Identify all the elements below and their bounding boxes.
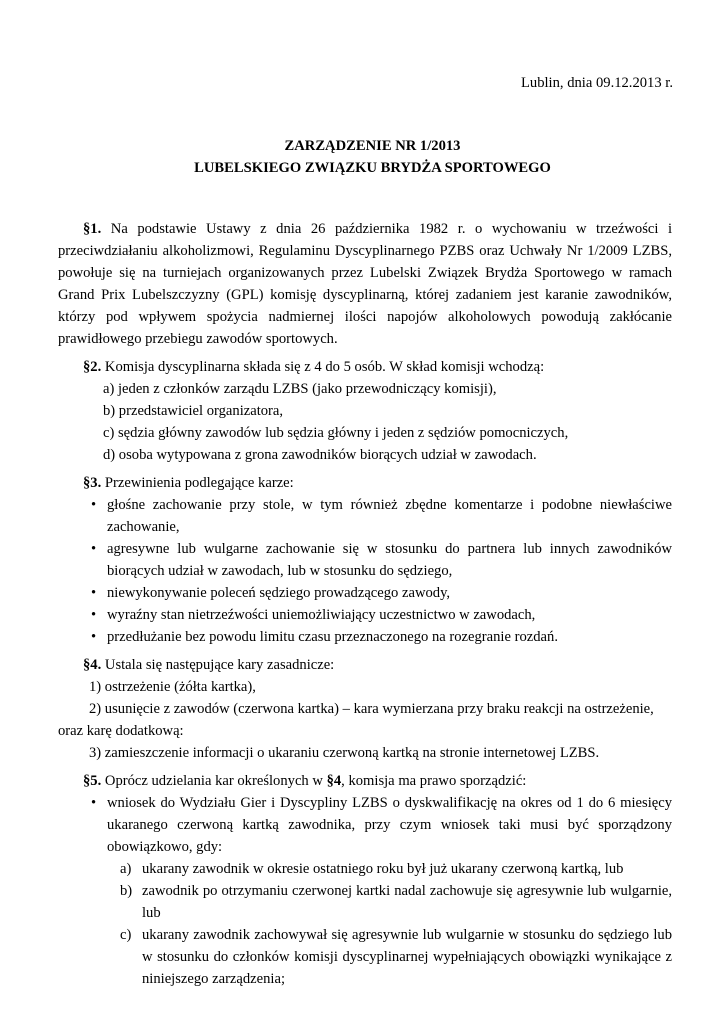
list-item: 1) ostrzeżenie (żółta kartka), bbox=[89, 679, 256, 695]
sublist-text: ukarany zawodnik zachowywał się agresywnie lub wulgarnie w stosunku do sędziego lub w stosunku do członków komisji dyscyplinarnej wypełniających obowiązki wynikające z niniejszego zarządzenia; bbox=[142, 927, 672, 987]
bullet-icon: • bbox=[91, 541, 97, 557]
section-3-text: Przewinienia podlegające karze: bbox=[101, 475, 294, 491]
list-item-text: przedłużanie bez powodu limitu czasu przeznaczonego na rozegranie rozdań. bbox=[107, 629, 558, 645]
list-item bbox=[58, 626, 672, 648]
section-5-sublist bbox=[58, 858, 672, 990]
document-title bbox=[0, 135, 725, 179]
section-4-extra: oraz karę dodatkową: bbox=[58, 723, 184, 739]
section-5-text-a: Oprócz udzielania kar określonych w bbox=[101, 773, 327, 789]
list-item bbox=[58, 538, 672, 582]
list-item-text: agresywne lub wulgarne zachowanie się w stosunku do partnera lub innych zawodników biorących udział w zawodach, lub w stosunku do sędziego, bbox=[107, 541, 672, 579]
section-1 bbox=[58, 218, 672, 350]
list-item bbox=[58, 494, 672, 538]
list-item: b) przedstawiciel organizatora, bbox=[103, 403, 284, 419]
section-5-text-b: , komisja ma prawo sporządzić: bbox=[341, 773, 527, 789]
section-2-number: §2. bbox=[83, 359, 102, 375]
document-body bbox=[58, 218, 672, 990]
bullet-icon: • bbox=[91, 585, 97, 601]
list-item: a) jeden z członków zarządu LZBS (jako przewodniczący komisji), bbox=[103, 381, 497, 397]
document-date: Lublin, dnia 09.12.2013 r. bbox=[520, 75, 673, 91]
bullet-icon: • bbox=[91, 497, 97, 513]
list-item-text: głośne zachowanie przy stole, w tym również zbędne komentarze i podobne niewłaściwe zachowanie, bbox=[107, 497, 672, 535]
sublist-label: a) bbox=[120, 861, 132, 877]
sublist-text: ukarany zawodnik w okresie ostatniego roku był już ukarany czerwoną kartką, lub bbox=[142, 861, 624, 877]
sublist-item bbox=[58, 924, 672, 990]
sublist-label: b) bbox=[120, 883, 133, 899]
section-1-number: §1. bbox=[83, 221, 102, 237]
section-3 bbox=[58, 472, 672, 494]
bullet-icon: • bbox=[91, 607, 97, 623]
section-5 bbox=[58, 770, 672, 792]
section-3-number: §3. bbox=[83, 475, 102, 491]
section-2-text: Komisja dyscyplinarna składa się z 4 do 5 osób. W skład komisji wchodzą: bbox=[101, 359, 545, 375]
list-item bbox=[58, 582, 672, 604]
section-4-text: Ustala się następujące kary zasadnicze: bbox=[101, 657, 335, 673]
sublist-text: zawodnik po otrzymaniu czerwonej kartki nadal zachowuje się agresywnie lub wulgarnie, lub bbox=[142, 883, 672, 921]
list-item bbox=[58, 792, 672, 858]
bullet-icon: • bbox=[91, 629, 97, 645]
list-item: 2) usunięcie z zawodów (czerwona kartka) – kara wymierzana przy braku reakcji na ostrzeżenie, bbox=[89, 701, 654, 717]
section-4 bbox=[58, 654, 672, 676]
section-2 bbox=[58, 356, 672, 378]
section-5-ref: §4 bbox=[326, 773, 342, 789]
list-item-text: wyraźny stan nietrzeźwości uniemożliwiający uczestnictwo w zawodach, bbox=[107, 607, 536, 623]
title-line-2: LUBELSKIEGO ZWIĄZKU BRYDŻA SPORTOWEGO bbox=[194, 160, 551, 176]
sublist-item bbox=[58, 880, 672, 924]
list-item-text: niewykonywanie poleceń sędziego prowadzącego zawody, bbox=[107, 585, 451, 601]
sublist-label: c) bbox=[120, 927, 132, 943]
section-2-list bbox=[58, 378, 672, 466]
list-item: c) sędzia główny zawodów lub sędzia główny i jeden z sędziów pomocniczych, bbox=[103, 425, 569, 441]
bullet-icon: • bbox=[91, 795, 97, 811]
section-5-number: §5. bbox=[83, 773, 102, 789]
section-4-list-extra bbox=[58, 742, 672, 764]
list-item-text: wniosek do Wydziału Gier i Dyscypliny LZBS o dyskwalifikację na okres od 1 do 6 miesięcy ukaranego czerwoną kartką zawodnika, przy czym wniosek taki musi być sporządzony obowiązkowo, gdy: bbox=[107, 795, 672, 855]
section-4-list bbox=[58, 676, 672, 720]
list-item: 3) zamieszczenie informacji o ukaraniu czerwoną kartką na stronie internetowej LZBS. bbox=[89, 745, 600, 761]
title-line-1: ZARZĄDZENIE NR 1/2013 bbox=[284, 138, 461, 154]
sublist-item bbox=[58, 858, 672, 880]
section-1-text: Na podstawie Ustawy z dnia 26 października 1982 r. o wychowaniu w trzeźwości i przeciwdziałaniu alkoholizmowi, Regulaminu Dyscyplinarnego PZBS oraz Uchwały Nr 1/2009 LZBS, powołuje się na turniejach organizowanych przez Lubelski Związek Brydża Sportowego w ramach Grand Prix Lubelszczyzny (GPL) komisję dyscyplinarną, której zadaniem jest karanie zawodników, którzy pod wpływem spożycia nadmiernej ilości napojów alkoholowych powodują zakłócanie prawidłowego przebiegu zawodów sportowych. bbox=[58, 221, 672, 347]
section-3-list bbox=[58, 494, 672, 648]
list-item: d) osoba wytypowana z grona zawodników biorących udział w zawodach. bbox=[103, 447, 537, 463]
section-4-number: §4. bbox=[83, 657, 102, 673]
section-5-list bbox=[58, 792, 672, 858]
list-item bbox=[58, 604, 672, 626]
